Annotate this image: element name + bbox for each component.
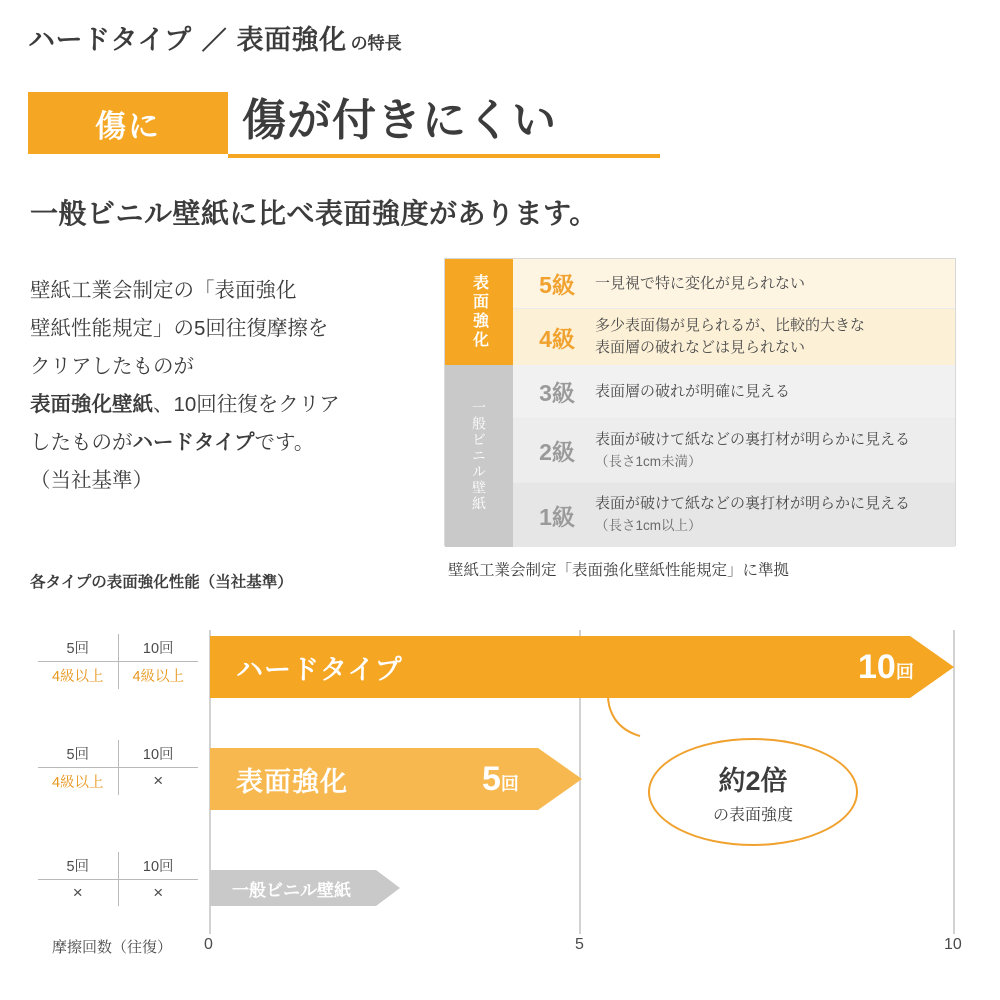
chart-row-legend-hard bbox=[38, 634, 198, 689]
grade-desc-sub: （長さ1cm以上） bbox=[595, 518, 702, 533]
chart-bar-hard-label: ハードタイプ bbox=[236, 654, 403, 685]
grade-group-normal bbox=[445, 365, 955, 547]
grade-desc bbox=[595, 429, 910, 473]
grade-desc: 一見視で特に変化が見られない bbox=[595, 274, 806, 292]
legend-value: 4級以上 bbox=[38, 662, 119, 689]
chart-xtick-0: 0 bbox=[204, 936, 213, 953]
chart-annotation-bubble bbox=[648, 738, 858, 846]
legend-value: × bbox=[38, 880, 119, 906]
page-title: 傷が付きにくい bbox=[242, 96, 557, 145]
chart-bar-normal bbox=[210, 870, 400, 906]
grade-desc-line1: 表面が破けて紙などの裏打材が明らかに見える bbox=[595, 495, 911, 512]
grade-group-normal-label: 一般ビニル壁紙 bbox=[445, 365, 513, 547]
grade-desc-line1: 表面が破けて紙などの裏打材が明らかに見える bbox=[595, 430, 911, 448]
chart-row-legend-surface bbox=[38, 740, 198, 795]
grade-desc bbox=[595, 315, 865, 359]
legend-head: 10回 bbox=[142, 859, 174, 875]
body-line-5-bold: ハードタイプ bbox=[132, 431, 255, 454]
chart-row-legend-normal bbox=[38, 852, 198, 906]
grade-group-hard bbox=[445, 259, 955, 365]
legend-head: 5回 bbox=[38, 852, 119, 879]
title-underline bbox=[228, 154, 660, 158]
legend-value: 4級以上 bbox=[132, 669, 185, 685]
chart-bar-surface bbox=[210, 748, 582, 810]
legend-value: 4級以上 bbox=[38, 768, 119, 795]
chart-bar-surface-label: 表面強化 bbox=[236, 766, 348, 797]
chart-xtick-10: 10 bbox=[944, 936, 962, 953]
page-header bbox=[28, 18, 402, 57]
chart-bar-hard-value-unit: 回 bbox=[895, 661, 914, 682]
body-line-2: 壁紙性能規定」の5回往復摩擦を bbox=[30, 317, 329, 340]
legend-head: 5回 bbox=[38, 634, 119, 661]
chart-bar-surface-value-unit: 回 bbox=[500, 773, 519, 794]
legend-value: × bbox=[153, 771, 164, 790]
chart-bar-surface-value-num: 5 bbox=[482, 759, 501, 798]
grade-table bbox=[444, 258, 956, 546]
chart-bar-surface-value bbox=[482, 760, 519, 799]
title-tag-label: 傷に bbox=[95, 108, 161, 144]
body-line-5 bbox=[30, 424, 440, 462]
chart-xlabel: 摩擦回数（往復） bbox=[52, 939, 173, 956]
chart-bar-normal-label: 一般ビニル壁紙 bbox=[232, 880, 351, 900]
chart-xtick-5: 5 bbox=[575, 936, 584, 953]
table-row bbox=[513, 365, 955, 419]
grade-desc-sub: （長さ1cm未満） bbox=[595, 453, 702, 469]
body-line-4 bbox=[30, 386, 440, 424]
body-line-4-bold: 表面強化壁紙 bbox=[30, 393, 153, 416]
chart-annotation-line1: 約2倍 bbox=[718, 766, 788, 796]
grade-table-note: 壁紙工業会制定「表面強化壁紙性能規定」に準拠 bbox=[448, 562, 790, 579]
header-type-a: ハードタイプ bbox=[28, 25, 192, 55]
table-row bbox=[513, 309, 955, 365]
body-line-1: 壁紙工業会制定の「表面強化 bbox=[30, 279, 297, 302]
grade-desc-line2: 表面層の破れなどは見られない bbox=[595, 339, 806, 356]
title-tag bbox=[28, 92, 228, 154]
grade-desc bbox=[595, 493, 910, 537]
title-band bbox=[28, 92, 638, 154]
legend-value: × bbox=[153, 883, 164, 902]
legend-head: 10回 bbox=[142, 641, 174, 657]
chart-caption: 各タイプの表面強化性能（当社基準） bbox=[30, 574, 293, 591]
chart-bar-hard-value bbox=[858, 648, 914, 687]
body-line-5-rest2: です。 bbox=[254, 431, 315, 454]
body-line-5-rest1: したものが bbox=[30, 431, 133, 454]
header-type-b: 表面強化 bbox=[236, 25, 347, 55]
grade-name: 3級 bbox=[539, 380, 575, 406]
grade-desc: 表面層の破れが明確に見える bbox=[595, 382, 791, 400]
body-text bbox=[30, 272, 440, 500]
chart-annotation-line2: の表面強度 bbox=[712, 807, 793, 824]
performance-chart bbox=[0, 612, 1000, 1000]
header-slash: ／ bbox=[201, 27, 227, 55]
legend-head: 10回 bbox=[142, 747, 174, 763]
grade-group-hard-label: 表面強化 bbox=[445, 259, 513, 365]
chart-bar-hard bbox=[210, 636, 954, 698]
table-row bbox=[513, 483, 955, 547]
grade-name: 4級 bbox=[539, 325, 575, 352]
body-line-4-rest: 、10回往復をクリア bbox=[153, 393, 340, 416]
legend-head: 5回 bbox=[38, 740, 119, 767]
body-line-6: （当社基準） bbox=[30, 469, 153, 492]
grade-name: 1級 bbox=[539, 503, 575, 530]
table-row bbox=[513, 419, 955, 483]
lead-sentence: 一般ビニル壁紙に比べ表面強度があります。 bbox=[30, 198, 598, 229]
table-row bbox=[513, 259, 955, 309]
grade-name: 2級 bbox=[539, 439, 575, 465]
header-suffix: の特長 bbox=[350, 34, 402, 53]
chart-bar-hard-value-num: 10 bbox=[858, 647, 896, 686]
grade-desc-line1: 多少表面傷が見られるが、比較的大きな bbox=[595, 317, 866, 334]
grade-name: 5級 bbox=[539, 272, 575, 298]
body-line-3: クリアしたものが bbox=[30, 355, 194, 378]
